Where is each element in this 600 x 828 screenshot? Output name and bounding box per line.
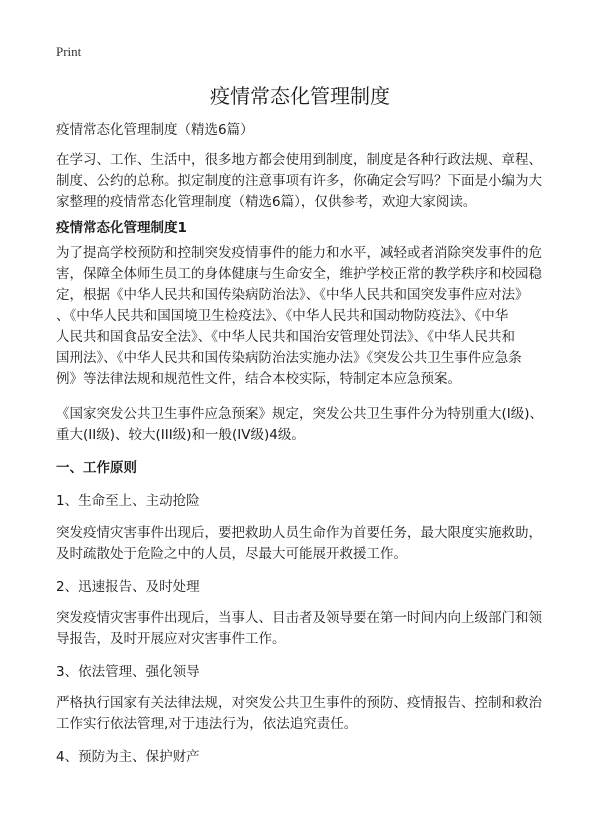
principle-text [56,608,556,650]
text-line: 严格执行国家有关法律法规，对突发公共卫生事件的预防、疫情报告、控制和救治 [56,695,542,711]
print-label: Print [56,44,82,59]
principle-text [56,693,556,735]
principle-title: 1、生命至上、主动抢险 [56,493,200,509]
section-heading: 疫情常态化管理制度1 [56,220,187,236]
text-line: 人民共和国食品安全法》、《中华人民共和国治安管理处罚法》、《中华人民共和 [56,329,515,345]
text-line: 突发疫情灾害事件出现后，当事人、目击者及领导要在第一时间内向上级部门和领 [56,610,542,626]
text-line: 定，根据《中华人民共和国传染病防治法》、《中华人民共和国突发事件应对法》 [56,287,529,303]
section-paragraph-2 [56,404,556,446]
text-line: 《国家突发公共卫生事件应急预案》规定，突发公共卫生事件分为特别重大(I级)、 [56,406,544,422]
section-paragraph-1 [56,243,556,390]
text-line: 制度、公约的总称。拟定制度的注意事项有许多，你确定会写吗？下面是小编为大 [56,173,542,189]
principle-title: 4、预防为主、保护财产 [56,749,200,765]
text-line: 为了提高学校预防和控制突发疫情事件的能力和水平，减轻或者消除突发事件的危 [56,245,542,261]
text-line: 害，保障全体师生员工的身体健康与生命安全，维护学校正常的教学秩序和校园稳 [56,266,542,282]
text-line: 、《中华人民共和国国境卫生检疫法》、《中华人民共和国动物防疫法》、《中华 [56,308,509,324]
text-line: 工作实行依法管理,对于违法行为，依法追究责任。 [56,716,358,732]
text-line: 家整理的疫情常态化管理制度（精选6篇），仅供参考，欢迎大家阅读。 [56,194,477,210]
text-line: 国刑法》、《中华人民共和国传染病防治法实施办法》《突发公共卫生事件应急条 [56,350,522,366]
text-line: 例》等法律法规和规范性文件，结合本校实际，特制定本应急预案。 [56,371,461,387]
principle-text [56,523,556,565]
text-line: 导报告，及时开展应对灾害事件工作。 [56,631,286,647]
intro-paragraph [56,150,556,213]
text-line: 及时疏散处于危险之中的人员，尽最大可能展开救援工作。 [56,546,407,562]
text-line: 在学习、工作、生活中，很多地方都会使用到制度，制度是各种行政法规、章程、 [56,152,542,168]
principle-title: 2、迅速报告、及时处理 [56,579,200,595]
text-line: 重大(II级)、较大(III级)和一般(IV级)4级。 [56,427,305,443]
text-line: 突发疫情灾害事件出现后，要把救助人员生命作为首要任务，最大限度实施救助， [56,525,542,541]
subtitle: 疫情常态化管理制度（精选6篇） [56,122,254,138]
principle-title: 3、依法管理、强化领导 [56,664,200,680]
page-title: 疫情常态化管理制度 [210,84,390,108]
principles-heading: 一、工作原则 [56,460,137,476]
